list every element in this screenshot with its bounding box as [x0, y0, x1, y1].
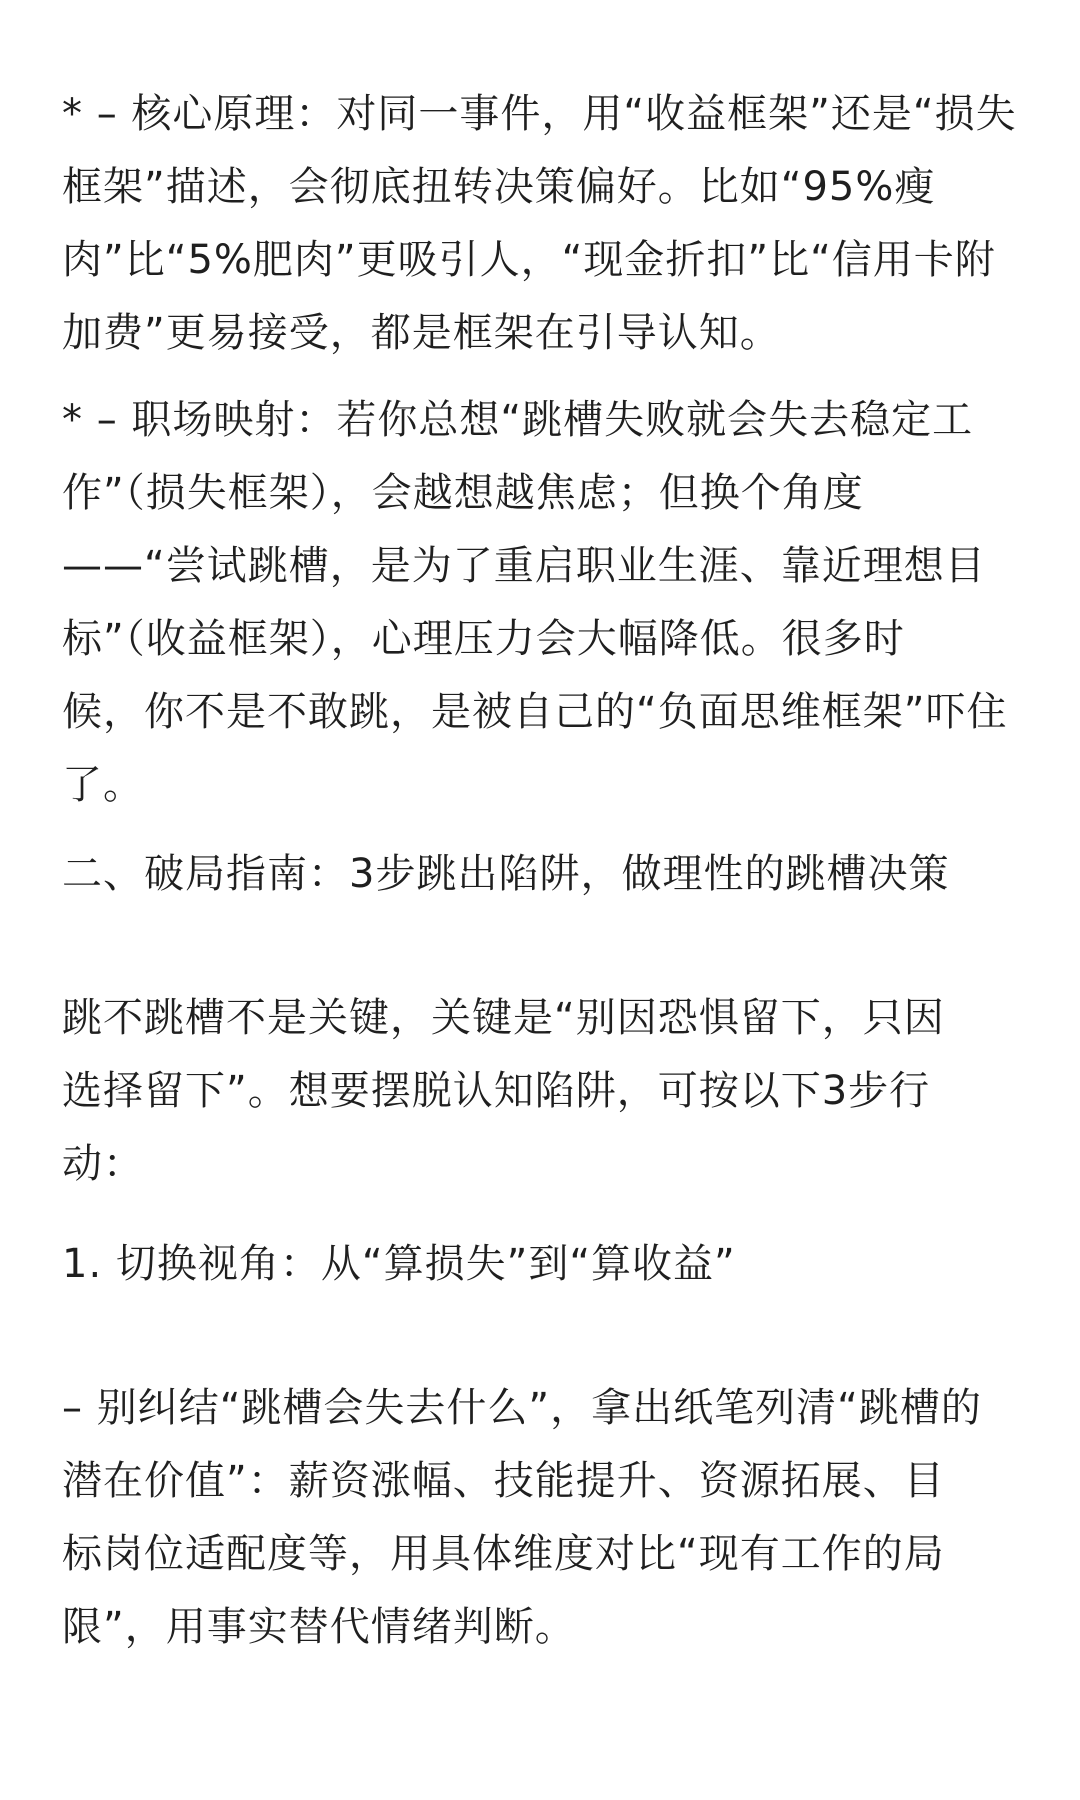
text-line: 加费”更易接受，都是框架在引导认知。 — [62, 310, 781, 356]
section-heading — [62, 838, 1030, 911]
text-line: 二、破局指南：3步跳出陷阱，做理性的跳槽决策 — [62, 851, 950, 897]
paragraph-core-principle — [62, 78, 1030, 370]
paragraph-workplace-mapping — [62, 384, 1030, 822]
paragraph-step-detail — [62, 1372, 1030, 1664]
text-line: – 别纠结“跳槽会失去什么”，拿出纸笔列清“跳槽的 — [62, 1385, 982, 1431]
text-line: 限”，用事实替代情绪判断。 — [62, 1604, 576, 1650]
text-line: 框架”描述，会彻底扭转决策偏好。比如“95%瘦 — [62, 164, 936, 210]
text-line: 动： — [62, 1141, 144, 1187]
text-line: 了。 — [62, 762, 144, 808]
text-line: 跳不跳槽不是关键，关键是“别因恐惧留下，只因 — [62, 995, 945, 1041]
text-line: 肉”比“5%肥肉”更吸引人，“现金折扣”比“信用卡附 — [62, 237, 996, 283]
text-line: 标岗位适配度等，用具体维度对比“现有工作的局 — [62, 1531, 945, 1577]
step-heading — [62, 1228, 1030, 1301]
text-line: 选择留下”。想要摆脱认知陷阱，可按以下3步行 — [62, 1068, 931, 1114]
text-line: * – 职场映射：若你总想“跳槽失败就会失去稳定工 — [62, 397, 974, 443]
text-line: ——“尝试跳槽，是为了重启职业生涯、靠近理想目 — [62, 543, 986, 589]
text-line: 标”（收益框架），心理压力会大幅降低。很多时 — [62, 616, 905, 662]
text-line: * – 核心原理：对同一事件，用“收益框架”还是“损失 — [62, 91, 1017, 137]
text-line: 潜在价值”：薪资涨幅、技能提升、资源拓展、目 — [62, 1458, 945, 1504]
text-line: 作”（损失框架），会越想越焦虑；但换个角度 — [62, 470, 864, 516]
text-line: 1. 切换视角：从“算损失”到“算收益” — [62, 1241, 736, 1287]
paragraph-intro — [62, 982, 1030, 1201]
text-line: 候，你不是不敢跳，是被自己的“负面思维框架”吓住 — [62, 689, 1008, 735]
